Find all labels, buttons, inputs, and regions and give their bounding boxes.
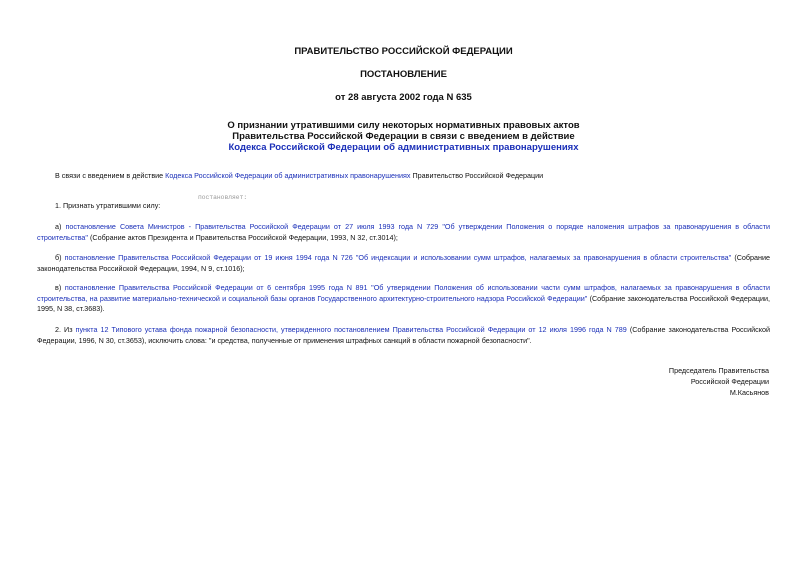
item-2 [37,325,770,346]
preamble [55,171,770,182]
item-2-prefix: 2. Из [55,325,76,334]
subitem-b-link[interactable]: постановление Правительства Российской Федерации от 19 июня 1994 года N 726 "Об индексации и использовании сумм штрафов, налагаемых за правонарушения в области строительства" [64,253,732,262]
item-2-link[interactable]: пункта 12 Типового устава фонда пожарной безопасности, утвержденного постановлением Правительства Российской Федерации от 12 июля 1996 года N 789 [75,325,627,334]
subitem-c-link[interactable]: постановление Правительства Российской Федерации от 6 сентября 1995 года N 891 "Об утверждении Положения об использовании части сумм штрафов, налагаемых за правонарушения в области строительства, на развитие материально-технической и социальной базы органов Государственного архитектурно-строительного надзора Российской Федерации" [37,283,770,303]
title-line-2: Правительства Российской Федерации в связи с введением в действие [232,131,575,142]
subitem-c-letter: в) [55,283,65,292]
subitem-c [37,283,770,315]
document-type: ПОСТАНОВЛЕНИЕ [360,69,447,80]
subitem-b [37,253,770,274]
preamble-suffix: Правительство Российской Федерации [410,171,544,180]
decree-word: постановляет: [198,194,248,201]
signature-name: М.Касьянов [729,388,769,397]
subitem-a-letter: а) [55,222,66,231]
preamble-code-link[interactable]: Кодекса Российской Федерации об административных правонарушениях [165,171,411,180]
signature-title: Председатель Правительства [668,366,769,375]
government-header: ПРАВИТЕЛЬСТВО РОССИЙСКОЙ ФЕДЕРАЦИИ [294,46,513,57]
subitem-a [37,222,770,243]
item-1: 1. Признать утратившими силу: [55,201,161,210]
document-title [0,120,807,153]
subitem-a-link[interactable]: постановление Совета Министров - Правительства Российской Федерации от 27 июля 1993 года N 729 "Об утверждении Положения о порядке наложения штрафов за правонарушения в области строительства" [37,222,770,242]
document-date-number: от 28 августа 2002 года N 635 [335,92,472,103]
subitem-b-letter: б) [55,253,65,262]
title-line-1: О признании утратившими силу некоторых нормативных правовых актов [227,120,580,131]
title-code-link[interactable]: Кодекса Российской Федерации об административных правонарушениях [228,142,579,153]
subitem-a-rest: (Собрание актов Президента и Правительства Российской Федерации, 1993, N 32, ст.3014); [87,232,398,242]
subitem-b-rest: (Собрание законодательства Российской Федерации, 1994, N 9, ст.1016); [37,253,770,273]
subitem-c-rest: (Собрание законодательства Российской Федерации, 1995, N 38, ст.3683). [37,293,770,314]
signature-block [669,365,769,398]
preamble-prefix: В связи с введением в действие [55,171,166,180]
item-2-rest: (Собрание законодательства Российской Федерации, 1996, N 30, ст.3653), исключить слова: "и средства, полученные от применения штрафных санкций в области пожарной безопасности". [37,325,770,345]
signature-org: Российской Федерации [690,377,769,386]
